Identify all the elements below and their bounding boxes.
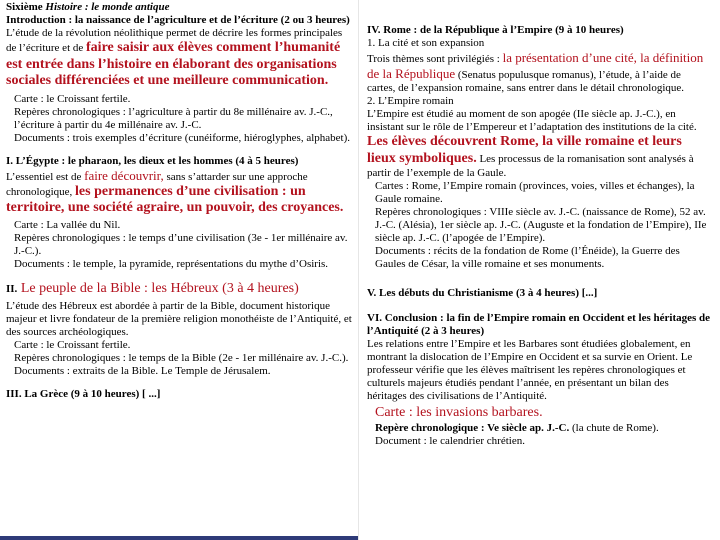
hebrew-number: II. <box>6 282 18 295</box>
intro-repere: Repères chronologiques : l’agriculture à partir du 8e millénaire av. J.-C., l’écriture à partir du 4e millénaire av. J.-C. <box>14 105 333 131</box>
hebrew-repere: Repères chronologiques : le temps de la Bible (2e - 1er millénaire av. J.-C.). <box>14 351 349 364</box>
conclusion-repere-label: Repère chronologique : Ve siècle ap. J.-C. <box>375 421 570 434</box>
rome-subheading-2: 2. L’Empire romain <box>367 95 454 107</box>
right-column <box>367 0 711 448</box>
egypt-docs: Documents : le temple, la pyramide, représentations du mythe d’Osiris. <box>14 257 329 270</box>
egypt-repere: Repères chronologiques : le temps d’une civilisation (3e - 1er millénaire av. J.-C.). <box>14 231 348 257</box>
conclusion-map: Carte : les invasions barbares. <box>375 405 543 420</box>
hebrew-title: Le peuple de la Bible : les Hébreux (3 à 4 heures) <box>17 280 299 296</box>
rome-text-1: Trois thèmes sont privilégiés : <box>367 53 503 65</box>
intro-map: Carte : le Croissant fertile. <box>14 92 131 105</box>
rome-maps: Cartes : Rome, l’Empire romain (provinces, voies, villes et échanges), la Gaule romaine. <box>375 180 695 205</box>
rome-highlight-1: la présentation d’une cité, la définition de la République <box>367 50 704 81</box>
rome-text-4: Les processus de la romanisation sont analysés à partir de l’exemple de la Gaule. <box>367 152 694 179</box>
rome-paragraph-1 <box>367 50 711 95</box>
hebrew-heading <box>6 281 352 297</box>
intro-heading: Introduction : la naissance de l’agriculture et de l’écriture (2 ou 3 heures) <box>6 14 350 26</box>
conclusion-heading: VI. Conclusion : la fin de l’Empire romain en Occident et les héritages de l’Antiquité (2 à 3 heures) <box>367 312 711 337</box>
hebrew-docs: Documents : extraits de la Bible. Le Temple de Jérusalem. <box>14 364 271 377</box>
egypt-map: Carte : La vallée du Nil. <box>14 218 121 231</box>
rome-highlight-2: Les élèves découvrent Rome, la ville romaine et leurs lieux symboliques. <box>367 134 682 166</box>
conclusion-text: Les relations entre l’Empire et les Barbares sont étudiées globalement, en montrant la dislocation de l’Empire en Occident et sa survie en Orient. Le professeur vérifie que les élèves maîtrisent les repères chronologiques et culturels majeurs étudiés pendant l’année, en présentant un bilan des héritages des civilisations de l’Antiquité. <box>367 338 693 402</box>
egypt-heading: I. L’Égypte : le pharaon, les dieux et les hommes (4 à 5 heures) <box>6 154 299 167</box>
conclusion-repere <box>367 422 711 435</box>
conclusion-repere-rest: (la chute de Rome). <box>569 421 659 434</box>
egypt-paragraph <box>6 168 352 217</box>
rome-heading: IV. Rome : de la République à l’Empire (9 à 10 heures) <box>367 24 624 36</box>
rome-docs: Documents : récits de la fondation de Rome (l’Énéide), la Guerre des Gaules de César, la ville romaine et ses monuments. <box>375 245 680 270</box>
hebrew-map: Carte : le Croissant fertile. <box>14 338 131 351</box>
egypt-highlight-1: faire découvrir, <box>84 167 164 183</box>
bottom-accent-bar <box>0 536 358 540</box>
hebrew-text: L’étude des Hébreux est abordée à partir de la Bible, document historique majeur et livre fondateur de la première religion monothéiste de l’Antiquité, et des sources archéologiques. <box>6 299 352 338</box>
egypt-text-2: sans s’attarder sur une approche chronologique, <box>6 170 308 198</box>
course-header <box>6 1 352 14</box>
rome-paragraph-2 <box>367 108 711 180</box>
course-level: Sixième <box>6 1 43 13</box>
christ-heading: V. Les débuts du Christianisme (3 à 4 heures) [...] <box>367 287 598 299</box>
greece-heading: III. La Grèce (9 à 10 heures) [ ...] <box>6 387 161 400</box>
egypt-text-1: L’essentiel est de <box>6 170 85 183</box>
rome-text-2: (Senatus populusque romanus), l’étude, à l’aide de cartes, de l’expansion romaine, sans entrer dans le détail chronologique. <box>367 69 685 94</box>
rome-subheading-1: 1. La cité et son expansion <box>367 37 485 49</box>
intro-paragraph <box>6 27 352 90</box>
left-column <box>6 0 352 401</box>
intro-highlight: faire saisir aux élèves comment l’humanité est entrée dans l’histoire en élaborant des organisations sociales différenciées et une meilleure communication. <box>6 40 341 88</box>
rome-text-3: L’Empire est étudié au moment de son apogée (IIe siècle ap. J.-C.), en insistant sur le rôle de l’Empereur et l’adaptation des institutions de la cité. <box>367 108 697 133</box>
conclusion-docs: Document : le calendrier chrétien. <box>375 434 525 447</box>
column-divider <box>358 0 359 540</box>
egypt-highlight-2: les permanences d’une civilisation : un territoire, une société agraire, un pouvoir, des croyances. <box>6 183 344 215</box>
intro-text: L’étude de la révolution néolithique permet de décrire les formes principales de l’écriture et de <box>6 27 343 54</box>
course-title: Histoire : le monde antique <box>45 1 170 13</box>
rome-repere: Repères chronologiques : VIIIe siècle av. J.-C. (naissance de Rome), 52 av. J.-C. (Alésia), 1er siècle ap. J.-C. (Auguste et la fondation de l’Empire), IIe siècle ap. J.-C. (l’apogée de l’Empire). <box>375 206 707 244</box>
intro-docs: Documents : trois exemples d’écriture (cunéiforme, hiéroglyphes, alphabet). <box>14 131 350 144</box>
